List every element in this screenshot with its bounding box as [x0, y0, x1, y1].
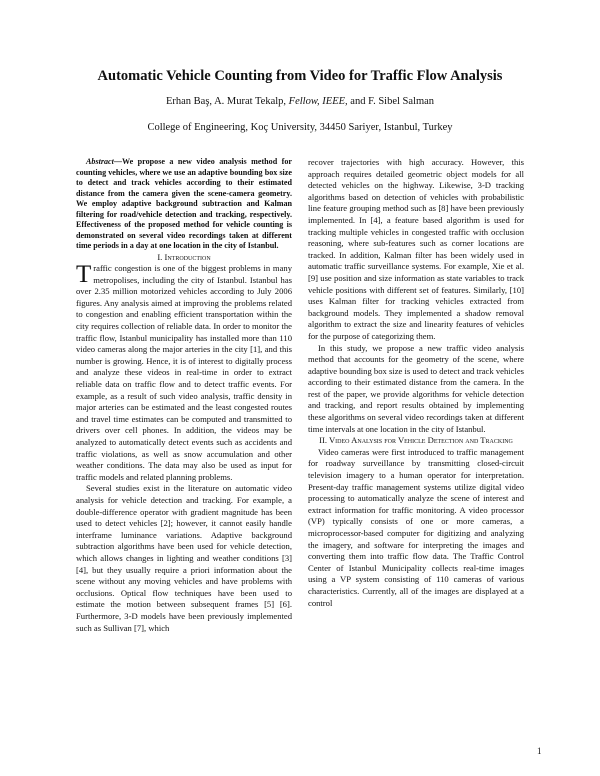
intro-paragraph-3: recover trajectories with high accuracy. However, this approach requires detailed geometric object models for all detected vehicles on the highway. Likewise, 3-D tracking algorithms based on detection of vehicles with probabilistic line feature grouping method such as [8] have been previously implemented. In [4], a feature based algorithm is used for tracking multiple vehicles in congested traffic with occlusion reasoning, where sub-features such as corner locations are tracked. In addition, Kalman filter has been widely used in automatic traffic surveillance systems. For example, Xie et al. [9] use position and size information as state variables to track vehicle positions with different set of features. Similarly, [10] uses Kalman filter for tracking vehicles extracted from background models. They implemented a shadow removal algorithm to extract the size and linearity features of vehicles for the purpose of categorizing them.: [308, 157, 524, 341]
authors-last: and F. Sibel Salman: [347, 96, 435, 107]
intro-paragraph-4: In this study, we propose a new traffic video analysis method that accounts for the geometry of the scene, where adaptive bounding box size is used to detect and track vehicles according to their estimated distance from the camera. In the rest of the paper, we provide algorithms for vehicle detection and tracking, and report results obtained by implementing these algorithms on several video recordings taken at different time intervals at one location in the city of Istanbul.: [308, 342, 524, 434]
abstract-label: Abstract: [86, 157, 114, 166]
authors-first: Erhan Baş, A. Murat Tekalp,: [165, 96, 289, 107]
authors-fellow: Fellow, IEEE,: [288, 96, 348, 107]
right-column: [308, 157, 524, 609]
abstract: [76, 157, 292, 252]
intro-paragraph-2: Several studies exist in the literature on automatic video analysis for vehicle detection and tracking. For example, a double-difference operator with gradient magnitude has been used to detect vehicles [2]; however, it cannot easily handle interframe luminance variations. Adaptive background subtraction algorithms have been used for vehicle detection, which allows changes in lighting and weather conditions [3] [4], but they usually require a priori information about the scene without any moving vehicles and have problems with occlusions. Optical flow techniques have been used to estimate the motion between subsequent frames [5] [6]. Furthermore, 3-D models have been previously implemented such as Sullivan [7], which: [76, 483, 292, 633]
section-heading-video-analysis: II. Video Analysis for Vehicle Detection and Tracking: [319, 435, 513, 446]
page-number: 1: [537, 746, 542, 756]
paper-title: Automatic Vehicle Counting from Video for Traffic Flow Analysis: [97, 68, 503, 84]
left-column: [76, 157, 292, 634]
abstract-text: —We propose a new video analysis method for counting vehicles, where we use an adaptive bounding box size to detect and track vehicles according to their estimated distance from the camera given the scene-camera geometry. We employ adaptive background subtraction and Kalman filtering for road/vehicle detection and tracking, respectively. Effectiveness of the proposed method for vehicle counting is demonstrated on several video recordings taken at different time periods in a day at one location in the city of Istanbul.: [76, 157, 292, 250]
section-heading-introduction: I. Introduction: [157, 251, 211, 262]
affiliation: College of Engineering, Koç University, 34450 Sariyer, Istanbul, Turkey: [147, 122, 453, 133]
intro-paragraph-1-text: raffic congestion is one of the biggest problems in many metropolises, including the city of Istanbul. Istanbul has over 2.35 million motorized vehicles according to July 2006 figures. Any analysis aimed at improving the problems related to congestion and enabling efficient transportation within the city requires collection of reliable data. In order to monitor the traffic flow, Istanbul municipality has installed more than 110 video cameras along the major arteries in the city [1], and this number is growing. Hence, it is of interest to digitally process and analyze these videos in real-time in order to extract reliable data on traffic flow and to detect traffic events. For example, as a result of such video analysis, traffic density in major arteries can be estimated and the least congested routes and travel time estimates can be computed and transmitted to drivers over cell phones. In addition, the videos may be analyzed to automatically detect events such as accidents and traffic violations, as well as snow accumulation and other weather conditions. The data may also be used as input for traffic models and related planning problems.: [76, 263, 292, 482]
authors: [0, 96, 600, 107]
video-analysis-paragraph-1: Video cameras were first introduced to traffic management for roadway surveillance by transmitting closed-circuit television imagery to a human operator for interpretation. Present-day traffic management systems utilize digital video processing to automatically analyze the scene of interest and extract information for traffic monitoring. A video processor (VP) typically consists of one or more cameras, a microprocessor-based computer for digitizing and analyzing the imagery, and software for interpreting the images and converting them into traffic flow data. The Traffic Control Center of Istanbul Municipality collects real-time images using a VP system consisting of 110 cameras of various characteristics. Currently, all of the images are displayed at a control: [308, 446, 524, 608]
intro-paragraph-1: [76, 263, 292, 483]
drop-cap: T: [76, 261, 92, 289]
